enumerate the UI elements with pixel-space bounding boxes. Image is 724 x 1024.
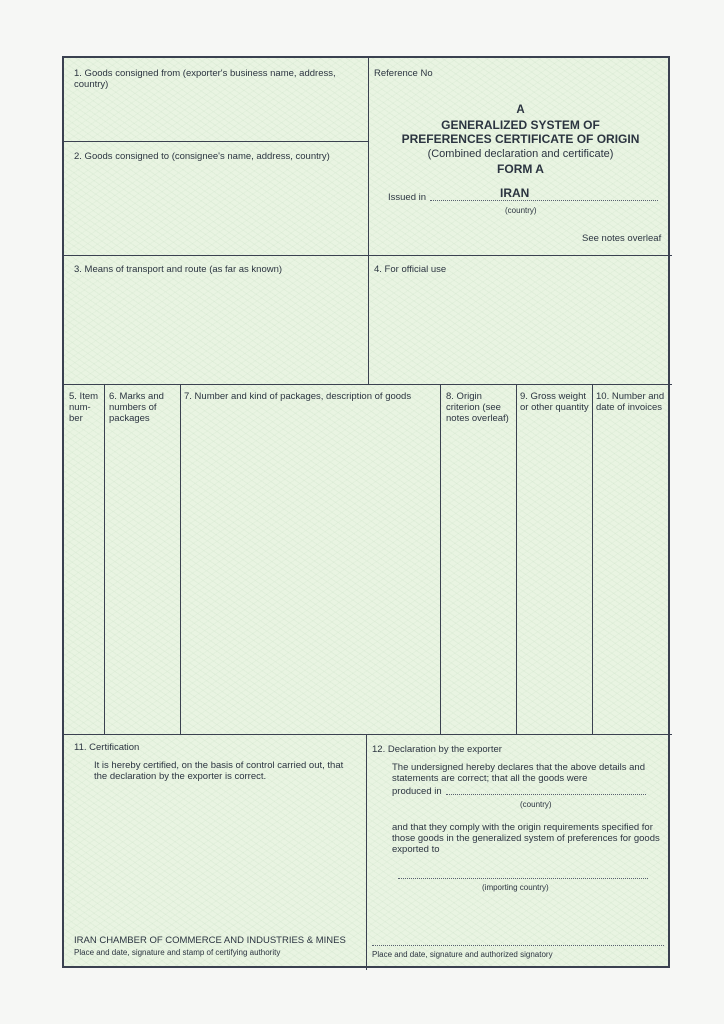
issued-in-line	[430, 200, 658, 201]
form-name: FORM A	[497, 162, 544, 176]
certification-text: It is hereby certified, on the basis of control carried out, that the declaration by the exporter is correct.	[94, 760, 344, 782]
certificate-form	[62, 56, 670, 968]
box8-label: 8. Origin criterion (see notes overleaf)	[446, 391, 509, 424]
declaration-text-2: and that they comply with the origin requirements specified for those goods in the generalized system of preferences for goods exported to	[392, 822, 660, 855]
box11-label: 11. Certification	[74, 742, 140, 753]
box6-label: 6. Marks and numbers of packages	[109, 391, 164, 424]
declaration-text-1: The undersigned hereby declares that the above details and statements are correct; that all the goods were	[392, 762, 645, 784]
form-letter: A	[516, 104, 525, 116]
declaration-footer: Place and date, signature and authorized signatory	[372, 950, 553, 959]
importing-country-caption: (importing country)	[482, 883, 549, 892]
divider-col-9-10	[592, 385, 593, 735]
divider-row3-row4	[64, 734, 672, 735]
see-notes-label: See notes overleaf	[582, 233, 662, 244]
produced-in-line	[446, 794, 646, 795]
form-subtitle: (Combined declaration and certificate)	[427, 148, 614, 160]
box2-label: 2. Goods consigned to (consignee's name, address, country)	[74, 151, 330, 162]
divider-col-5-6	[104, 385, 105, 735]
divider-row1-row2	[64, 255, 672, 256]
produced-country-caption: (country)	[520, 800, 552, 809]
certification-footer: Place and date, signature and stamp of certifying authority	[74, 948, 281, 957]
box4-label: 4. For official use	[374, 264, 447, 275]
divider-col-8-9	[516, 385, 517, 735]
box1-label: 1. Goods consigned from (exporter's business name, address, country)	[74, 68, 336, 90]
produced-in-label: produced in	[392, 786, 442, 797]
box10-label: 10. Number and date of invoices	[596, 391, 665, 413]
divider-col-7-8	[440, 385, 441, 735]
divider-bottom-vertical	[366, 734, 367, 970]
certifying-authority: IRAN CHAMBER OF COMMERCE AND INDUSTRIES & MINES	[74, 935, 346, 946]
box5-label: 5. Item num-ber	[69, 391, 99, 424]
divider-row2-row3	[64, 384, 672, 385]
reference-no-label: Reference No	[374, 68, 433, 79]
divider-box1-box2	[64, 141, 368, 142]
signature-line	[372, 945, 664, 946]
box12-label: 12. Declaration by the exporter	[372, 744, 502, 755]
issued-in-label: Issued in	[388, 192, 427, 203]
box9-label: 9. Gross weight or other quantity	[520, 391, 589, 413]
form-title: GENERALIZED SYSTEM OF PREFERENCES CERTIFICATE OF ORIGIN	[401, 118, 640, 146]
importing-country-line	[398, 878, 648, 879]
box7-label: 7. Number and kind of packages, description of goods	[184, 391, 412, 402]
issued-country-value: IRAN	[500, 186, 530, 200]
box3-label: 3. Means of transport and route (as far as known)	[74, 264, 283, 275]
issued-country-caption: (country)	[505, 206, 537, 215]
divider-col-6-7	[180, 385, 181, 735]
